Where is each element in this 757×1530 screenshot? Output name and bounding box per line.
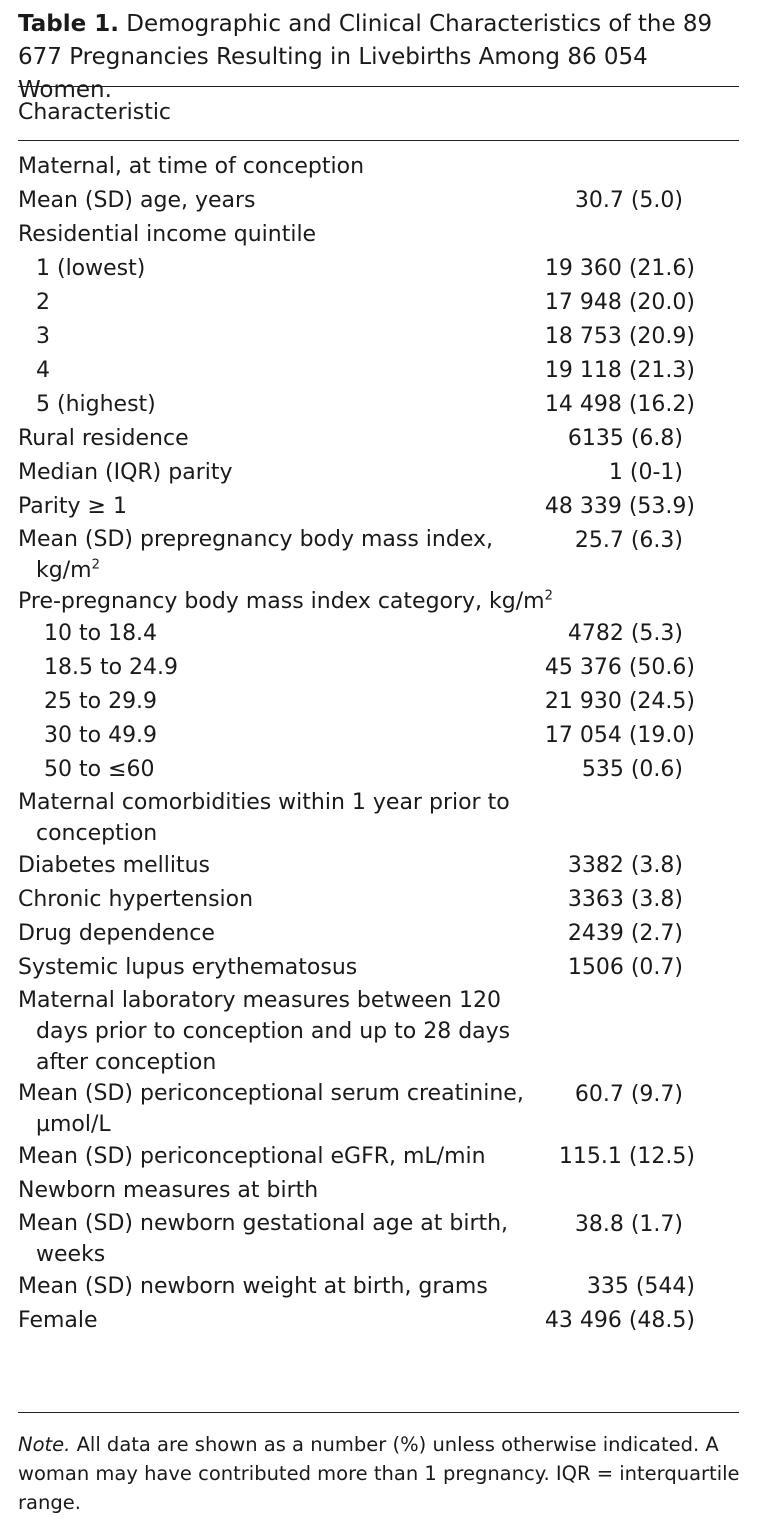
table-row — [0, 286, 757, 320]
table-caption-label: Table 1. — [18, 11, 119, 37]
row-value: 17 948 (20.0) — [544, 290, 695, 315]
row-label-text: Rural residence — [18, 426, 189, 451]
row-label — [18, 422, 556, 456]
row-value: 18 753 (20.9) — [544, 324, 695, 349]
row-value: 45 376 (50.6) — [544, 655, 695, 680]
table-note-label: Note. — [18, 1433, 71, 1456]
row-value: 4782 (5.3) — [567, 621, 683, 646]
row-value: 115.1 (12.5) — [558, 1144, 695, 1169]
table-note — [18, 1430, 743, 1517]
row-label-text: Mean (SD) periconceptional serum creatinine, µmol/L — [18, 1081, 524, 1137]
table-caption-text: Demographic and Clinical Characteristics of the 89 677 Pregnancies Resulting in Livebirths Among 86 054 Women. — [18, 11, 713, 103]
row-label — [18, 1304, 556, 1338]
row-label — [18, 1270, 556, 1304]
row-value: 3382 (3.8) — [567, 853, 683, 878]
row-label — [18, 524, 556, 586]
row-label — [18, 1208, 556, 1270]
table-row — [0, 388, 757, 422]
table-row — [0, 184, 757, 218]
row-value: 38.8 (1.7) — [574, 1212, 683, 1237]
top-rule — [18, 86, 739, 87]
row-label-text: Mean (SD) periconceptional eGFR, mL/min — [18, 1144, 486, 1169]
row-label-text: 50 to ≤60 — [44, 757, 155, 782]
row-label-text: Residential income quintile — [18, 222, 317, 247]
row-label — [18, 1140, 556, 1174]
table-row — [0, 354, 757, 388]
row-value: 2439 (2.7) — [567, 921, 683, 946]
table-row — [0, 1174, 757, 1208]
row-label — [18, 1078, 556, 1140]
row-label-text: Mean (SD) newborn gestational age at birth, weeks — [18, 1211, 509, 1267]
table-row — [0, 456, 757, 490]
row-value: 60.7 (9.7) — [574, 1082, 683, 1107]
row-label — [18, 490, 556, 524]
row-label-text: Mean (SD) prepregnancy body mass index, kg/m — [18, 527, 493, 583]
row-label-text: Female — [18, 1308, 98, 1333]
row-value: 25.7 (6.3) — [574, 528, 683, 553]
row-label-text: Parity ≥ 1 — [18, 494, 127, 519]
table-row — [0, 150, 757, 184]
row-label — [36, 252, 526, 286]
row-label-superscript: 2 — [544, 588, 553, 604]
table-row — [0, 524, 757, 586]
row-label — [36, 320, 526, 354]
table-row — [0, 1208, 757, 1270]
table-row — [0, 753, 757, 787]
row-label — [18, 456, 556, 490]
row-value: 6135 (6.8) — [567, 426, 683, 451]
row-label — [44, 753, 534, 787]
row-label — [18, 985, 556, 1078]
table-row — [0, 1140, 757, 1174]
row-value: 535 (0.6) — [581, 757, 683, 782]
row-value: 3363 (3.8) — [567, 887, 683, 912]
table-row — [0, 787, 757, 849]
row-label — [18, 917, 556, 951]
table-row — [0, 685, 757, 719]
row-label-text: 30 to 49.9 — [44, 723, 158, 748]
row-value: 14 498 (16.2) — [544, 392, 695, 417]
row-label — [44, 685, 534, 719]
row-label — [18, 883, 556, 917]
row-label-text: 2 — [36, 290, 50, 315]
row-value: 19 118 (21.3) — [544, 358, 695, 383]
header-rule — [18, 140, 739, 141]
table-row — [0, 617, 757, 651]
row-label — [18, 218, 556, 252]
table-caption — [18, 8, 743, 107]
row-label-text: 25 to 29.9 — [44, 689, 158, 714]
row-value: 30.7 (5.0) — [574, 188, 683, 213]
row-label-text: Mean (SD) newborn weight at birth, grams — [18, 1274, 488, 1299]
row-label — [36, 286, 526, 320]
row-label-text: Drug dependence — [18, 921, 215, 946]
row-label-text: 4 — [36, 358, 50, 383]
row-label-text: Newborn measures at birth — [18, 1178, 319, 1203]
row-value: 1506 (0.7) — [567, 955, 683, 980]
row-label — [18, 586, 556, 617]
table-row — [0, 218, 757, 252]
row-label-text: Maternal, at time of conception — [18, 154, 365, 179]
row-label — [36, 388, 526, 422]
table-row — [0, 651, 757, 685]
table-row — [0, 422, 757, 456]
row-label-text: Chronic hypertension — [18, 887, 254, 912]
row-label — [44, 617, 534, 651]
row-label-text: 5 (highest) — [36, 392, 156, 417]
table-note-text: All data are shown as a number (%) unless otherwise indicated. A woman may have contributed more than 1 pregnancy. IQR = interquartile range. — [18, 1433, 740, 1514]
row-label-text: Maternal comorbidities within 1 year prior to conception — [18, 790, 510, 846]
row-label — [36, 354, 526, 388]
row-label — [18, 150, 556, 184]
row-label — [18, 184, 556, 218]
table-row — [0, 917, 757, 951]
row-label — [18, 849, 556, 883]
row-value: 1 (0-1) — [608, 460, 683, 485]
table-row — [0, 1270, 757, 1304]
table-row — [0, 849, 757, 883]
row-value: 48 339 (53.9) — [544, 494, 695, 519]
row-label-text: 1 (lowest) — [36, 256, 146, 281]
table-row — [0, 719, 757, 753]
table-body — [0, 150, 757, 1338]
row-value: 17 054 (19.0) — [544, 723, 695, 748]
table-row — [0, 1304, 757, 1338]
row-label — [18, 951, 556, 985]
row-label-text: Maternal laboratory measures between 120 days prior to conception and up to 28 days after conception — [18, 988, 511, 1075]
row-value: 43 496 (48.5) — [544, 1308, 695, 1333]
table-row — [0, 252, 757, 286]
table-row — [0, 985, 757, 1078]
table-row — [0, 1078, 757, 1140]
row-label-text: 3 — [36, 324, 50, 349]
row-label — [18, 787, 556, 849]
table-row — [0, 586, 757, 617]
column-header-characteristic: Characteristic — [18, 100, 172, 125]
row-value: 335 (544) — [586, 1274, 695, 1299]
row-label-text: Pre-pregnancy body mass index category, kg/m — [18, 589, 545, 614]
table-row — [0, 951, 757, 985]
row-label-text: 18.5 to 24.9 — [44, 655, 179, 680]
table-row — [0, 490, 757, 524]
row-label-text: Systemic lupus erythematosus — [18, 955, 358, 980]
row-value: 19 360 (21.6) — [544, 256, 695, 281]
row-label-text: Diabetes mellitus — [18, 853, 210, 878]
row-label-text: Median (IQR) parity — [18, 460, 233, 485]
bottom-rule — [18, 1412, 739, 1413]
row-label-text: 10 to 18.4 — [44, 621, 158, 646]
row-label-text: Mean (SD) age, years — [18, 188, 256, 213]
table-row — [0, 320, 757, 354]
table-row — [0, 883, 757, 917]
row-label — [18, 1174, 556, 1208]
row-value: 21 930 (24.5) — [544, 689, 695, 714]
row-label — [44, 651, 534, 685]
row-label-superscript: 2 — [91, 557, 100, 573]
row-label — [44, 719, 534, 753]
